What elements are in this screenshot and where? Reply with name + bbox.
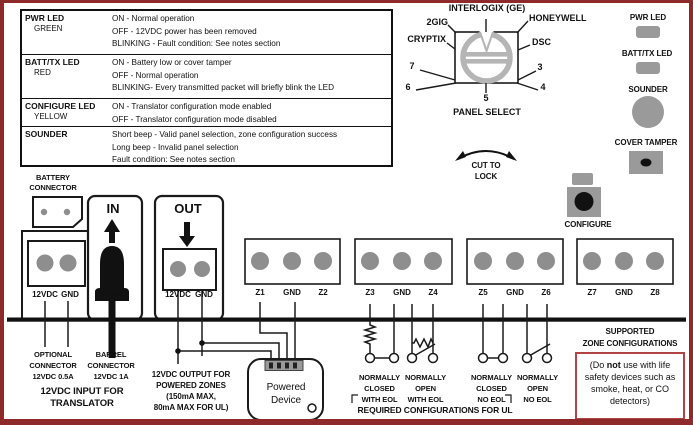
configure-label: CONFIGURE bbox=[564, 220, 612, 229]
nc-noeol-label: CLOSED bbox=[476, 384, 507, 393]
zone-label-gnd: GND bbox=[393, 288, 411, 297]
out-terminal-block bbox=[163, 222, 216, 290]
row-description: ON - Translator configuration mode enabled OFF - Translator configuration mode disabled bbox=[112, 102, 277, 124]
row-label: PWR LED bbox=[25, 13, 65, 23]
row-sublabel: RED bbox=[34, 68, 51, 77]
cut-to-lock-label: CUT TO bbox=[471, 161, 501, 170]
row-label: CONFIGURE LED bbox=[25, 101, 96, 111]
row-label: BATT/TX LED bbox=[25, 57, 80, 67]
supported-zone-label: ZONE CONFIGURATIONS bbox=[582, 339, 678, 348]
zone-label-z4: Z4 bbox=[428, 288, 438, 297]
batt-tx-led-icon bbox=[636, 62, 660, 74]
no-noeol-label: OPEN bbox=[527, 384, 548, 393]
dial-label-cryptix: CRYPTIX bbox=[407, 34, 446, 44]
row-label: SOUNDER bbox=[25, 129, 68, 139]
cover-tamper-label: COVER TAMPER bbox=[614, 138, 678, 147]
dial-label-dsc: DSC bbox=[532, 37, 552, 47]
dial-label-5: 5 bbox=[483, 93, 489, 103]
zone-label-gnd: GND bbox=[615, 288, 633, 297]
table-row bbox=[22, 126, 391, 165]
dial-label-7: 7 bbox=[409, 61, 415, 71]
row-description: ON - Normal operation OFF - 12VDC power has been removed BLINKING - Fault condition: See notes section bbox=[112, 14, 281, 49]
output-note: 80mA MAX FOR UL) bbox=[153, 403, 229, 412]
row-sublabel: GREEN bbox=[34, 24, 63, 33]
table-row bbox=[22, 98, 391, 126]
no-noeol-label: NORMALLY bbox=[516, 373, 558, 382]
pwr-led-icon bbox=[636, 26, 660, 38]
zone-label-gnd: GND bbox=[283, 288, 301, 297]
row-description: ON - Battery low or cover tamper OFF - Normal operation BLINKING- Every transmitted packet will briefly blink the LED bbox=[112, 58, 335, 93]
battery-connector-label: BATTERY bbox=[36, 173, 70, 182]
led-status-table bbox=[20, 9, 393, 167]
life-safety-warning-box bbox=[575, 352, 685, 420]
zone-label-z6: Z6 bbox=[541, 288, 551, 297]
dial-label-honeywell: HONEYWELL bbox=[529, 13, 587, 23]
battery-terminal-block bbox=[28, 241, 85, 286]
zone-label-z7: Z7 bbox=[587, 288, 597, 297]
input-note: TRANSLATOR bbox=[50, 398, 114, 409]
row-description: Short beep - Valid panel selection, zone configuration success Long beep - Invalid panel selection Fault condition: See notes section bbox=[112, 130, 338, 165]
zone-label-z3: Z3 bbox=[365, 288, 375, 297]
terminal-label-12vdc: 12VDC bbox=[165, 290, 191, 299]
battery-connector-icon bbox=[33, 197, 82, 227]
barrel-connector-note: BARREL bbox=[95, 350, 127, 359]
warning-text-bold: not bbox=[606, 360, 621, 370]
powered-device-label: Device bbox=[271, 395, 301, 406]
nc-eol-label: NORMALLY bbox=[358, 373, 400, 382]
zone-label-gnd: GND bbox=[506, 288, 524, 297]
cover-tamper-icon bbox=[629, 151, 663, 174]
nc-eol-label: CLOSED bbox=[364, 384, 395, 393]
barrel-connector-note: 12VDC 1A bbox=[93, 372, 129, 381]
configure-button-icon bbox=[567, 173, 601, 217]
input-note: 12VDC INPUT FOR bbox=[40, 386, 124, 397]
dial-label-4: 4 bbox=[540, 82, 546, 92]
terminal-label-12vdc: 12VDC bbox=[99, 290, 125, 299]
switch-terminals bbox=[366, 354, 552, 363]
warning-text: (Do bbox=[589, 360, 607, 370]
panel-select-dial-icon bbox=[416, 19, 538, 93]
barrel-connector-note: CONNECTOR bbox=[87, 361, 135, 370]
nc-noeol-label: NO EOL bbox=[477, 395, 506, 404]
barrel-jack-icon bbox=[95, 219, 129, 358]
output-note: (150mA MAX, bbox=[166, 392, 216, 401]
no-eol-label: NORMALLY bbox=[404, 373, 446, 382]
dial-label-6: 6 bbox=[405, 82, 411, 92]
warning-text: use with life safety devices such as smoke, heat, or CO detectors) bbox=[584, 360, 676, 406]
zone-label-z8: Z8 bbox=[650, 288, 660, 297]
panel-select-caption: PANEL SELECT bbox=[453, 107, 521, 117]
pwr-led-label: PWR LED bbox=[629, 13, 667, 22]
optional-connector-note: OPTIONAL bbox=[34, 350, 72, 359]
zone-label-z1: Z1 bbox=[255, 288, 265, 297]
wire-junction-dots bbox=[175, 340, 205, 354]
optional-connector-note: 12VDC 0.5A bbox=[32, 372, 74, 381]
required-configurations-label: REQUIRED CONFIGURATIONS FOR UL bbox=[357, 405, 513, 415]
in-label: IN bbox=[106, 201, 120, 216]
terminal-label-12vdc: 12VDC bbox=[32, 290, 58, 299]
sounder-label: SOUNDER bbox=[628, 85, 668, 94]
batt-tx-led-label: BATT/TX LED bbox=[621, 49, 673, 58]
no-eol-label: OPEN bbox=[415, 384, 436, 393]
zone-label-z5: Z5 bbox=[478, 288, 488, 297]
zone-terminal-blocks bbox=[245, 239, 673, 284]
zone-label-z2: Z2 bbox=[318, 288, 328, 297]
optional-connector-note: CONNECTOR bbox=[29, 361, 77, 370]
terminal-label-gnd: GND bbox=[61, 290, 79, 299]
battery-connector-label: CONNECTOR bbox=[29, 183, 77, 192]
powered-device-label: Powered bbox=[266, 382, 306, 393]
table-row bbox=[22, 54, 391, 98]
no-eol-label: WITH EOL bbox=[407, 395, 444, 404]
dial-label-interlogix: INTERLOGIX (GE) bbox=[448, 3, 526, 13]
output-note: POWERED ZONES bbox=[156, 381, 226, 390]
out-label: OUT bbox=[174, 201, 202, 216]
row-sublabel: YELLOW bbox=[34, 112, 68, 121]
nc-noeol-label: NORMALLY bbox=[470, 373, 512, 382]
supported-zone-label: SUPPORTED bbox=[605, 327, 655, 336]
dial-label-3: 3 bbox=[537, 62, 543, 72]
terminal-label-gnd: GND bbox=[195, 290, 213, 299]
sounder-icon bbox=[632, 96, 664, 128]
no-noeol-label: NO EOL bbox=[523, 395, 552, 404]
table-row bbox=[22, 11, 391, 54]
output-note: 12VDC OUTPUT FOR bbox=[151, 370, 231, 379]
dial-label-2gig: 2GIG bbox=[426, 17, 448, 27]
board-edge bbox=[7, 318, 686, 322]
cut-to-lock-label: LOCK bbox=[474, 172, 498, 181]
nc-eol-label: WITH EOL bbox=[361, 395, 398, 404]
